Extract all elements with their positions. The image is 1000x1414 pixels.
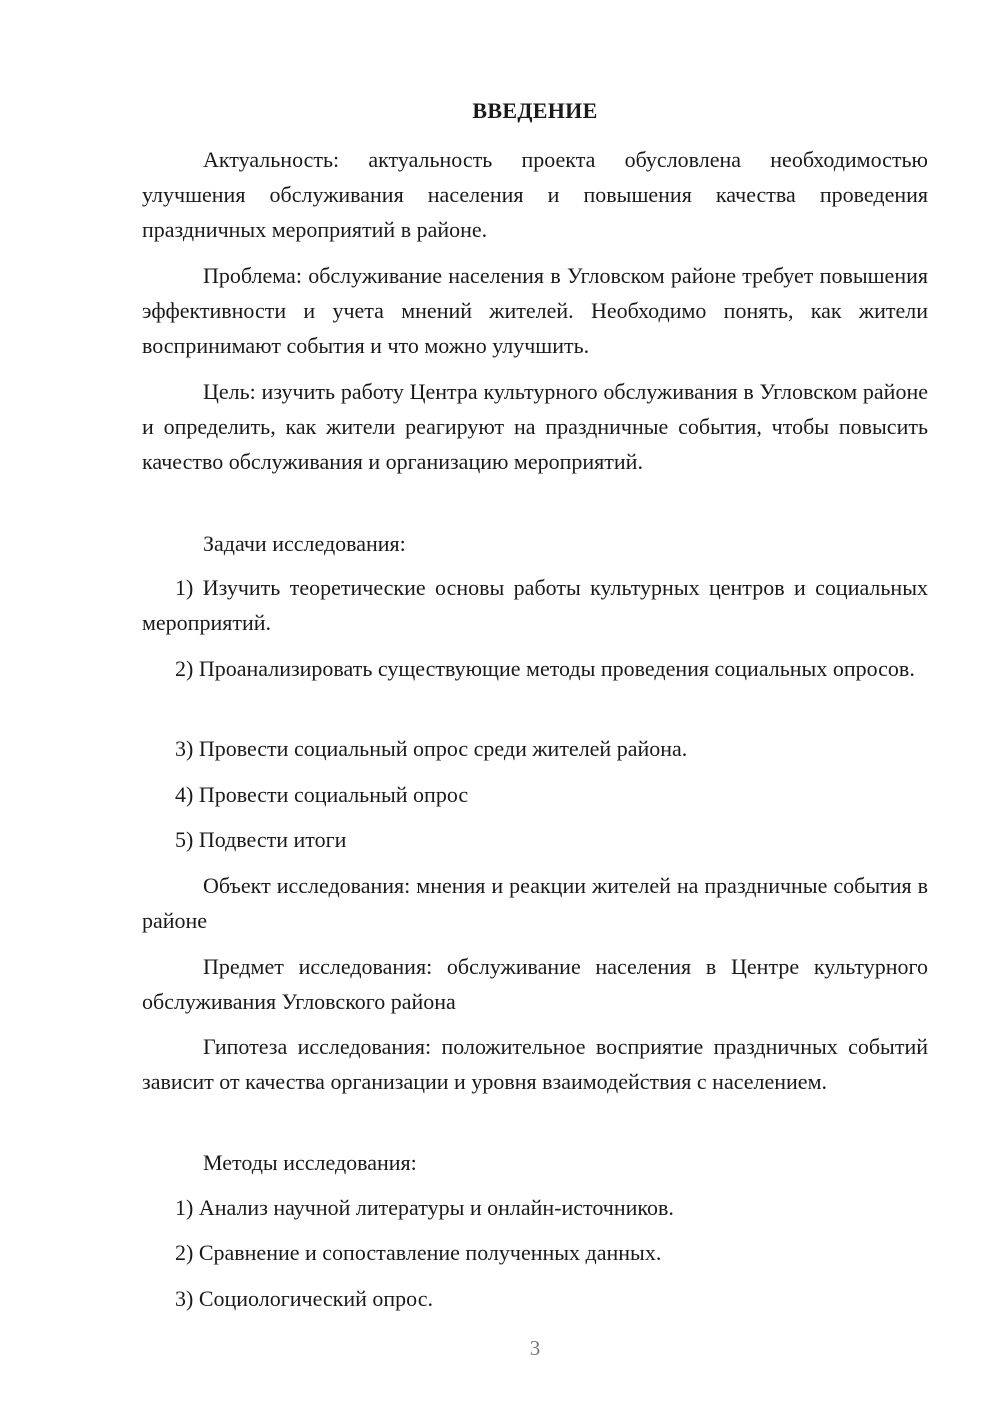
method-item-3: 3) Социологический опрос.	[175, 1286, 433, 1311]
task-item-1: 1) Изучить теоретические основы работы культурных центров и социальных мероприятий.	[142, 575, 928, 635]
methods-heading: Методы исследования:	[203, 1150, 417, 1175]
method-item-2: 2) Сравнение и сопоставление полученных данных.	[175, 1240, 662, 1265]
page-number: 3	[529, 1336, 541, 1360]
page-title: ВВЕДЕНИЕ	[472, 98, 598, 123]
paragraph-problem: Проблема: обслуживание населения в Угловском районе требует повышения эффективности и учета мнений жителей. Необходимо понять, как жители воспринимают события и что можно улучшить.	[142, 263, 928, 358]
task-item-3: 3) Провести социальный опрос среди жителей района.	[175, 736, 688, 761]
tasks-heading: Задачи исследования:	[203, 531, 406, 556]
paragraph-hypothesis: Гипотеза исследования: положительное восприятие праздничных событий зависит от качества организации и уровня взаимодействия с населением.	[142, 1034, 928, 1094]
task-item-4: 4) Провести социальный опрос	[175, 782, 469, 807]
paragraph-relevance: Актуальность: актуальность проекта обусловлена необходимостью улучшения обслуживания населения и повышения качества проведения праздничных мероприятий в районе.	[142, 147, 928, 242]
task-item-2: 2) Проанализировать существующие методы проведения социальных опросов.	[175, 656, 915, 681]
paragraph-subject: Предмет исследования: обслуживание населения в Центре культурного обслуживания Угловского района	[142, 954, 928, 1014]
paragraph-goal: Цель: изучить работу Центра культурного обслуживания в Угловском районе и определить, как жители реагируют на праздничные события, чтобы повысить качество обслуживания и организацию мероприятий.	[142, 379, 928, 474]
paragraph-object: Объект исследования: мнения и реакции жителей на праздничные события в районе	[142, 873, 928, 933]
task-item-5: 5) Подвести итоги	[175, 827, 347, 852]
method-item-1: 1) Анализ научной литературы и онлайн-источников.	[175, 1195, 674, 1220]
